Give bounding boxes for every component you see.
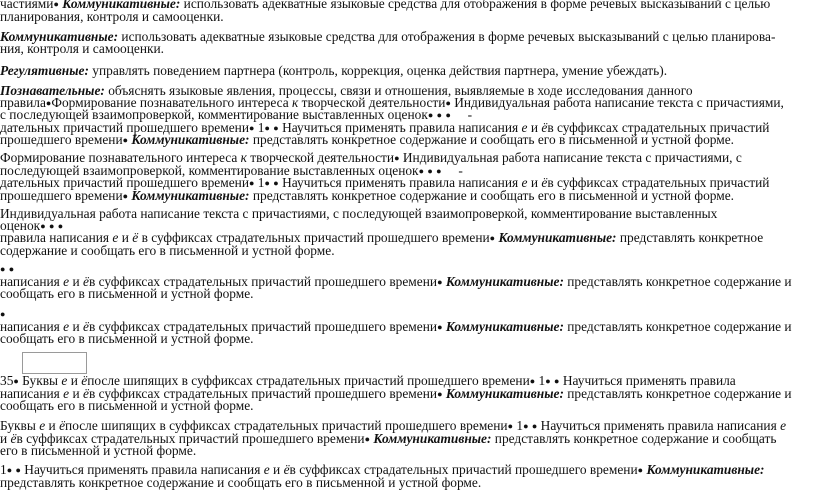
label-communicative: Коммуникативные:: [131, 187, 250, 203]
text: е: [263, 462, 270, 477]
block-communicative: [0, 31, 812, 54]
bullet-icon: ●: [436, 165, 442, 176]
text: ё: [83, 385, 89, 401]
text: -: [458, 162, 463, 178]
bullet-icon: ●: [53, 0, 59, 9]
text: оценок: [0, 217, 41, 233]
text: представлять конкретное содержание и: [563, 385, 792, 401]
bullet-icon: ●: [122, 190, 129, 201]
text: Формирование познавательного интереса: [51, 94, 293, 110]
text: в суффиксах страдательных причастий прошедшего времени: [88, 273, 438, 289]
text: и: [530, 175, 539, 190]
bullet-icon: ●: [445, 110, 451, 120]
block-interest: [0, 152, 812, 202]
text: написания: [0, 318, 64, 334]
bullet-icon: ●: [427, 110, 434, 120]
bullet-icon: ●: [57, 220, 64, 231]
text: последующей взаимопроверкой, комментирование выставленных оценок: [0, 162, 419, 178]
text: Индивидуальная работа написание текста с причастиями, с последующей взаимопроверкой, комментирование выставленных: [0, 206, 718, 221]
text: использовать адекватные языковые средства для отображения в форме речевых высказываний с целью планирова-: [118, 29, 776, 44]
bullet-icon: ●: [15, 465, 21, 475]
bullet-icon: ●: [273, 122, 279, 133]
bullet-icon: ●: [6, 465, 13, 475]
text: Научиться применять правила написания: [537, 418, 781, 433]
bullet-icon: ●: [8, 264, 15, 274]
label-communicative: Коммуникативные:: [62, 0, 181, 11]
text: -: [467, 107, 473, 122]
text: в суффиксах страдательных причастий: [547, 175, 770, 190]
text: ё: [283, 462, 290, 477]
bullet-icon: ●: [437, 388, 443, 399]
bullet-icon: ●: [507, 421, 513, 431]
text: Индивидуальная работа написание текста с причастиями, с: [399, 150, 742, 165]
bullet-icon: ●: [249, 122, 255, 133]
text: Буквы: [18, 373, 62, 388]
text: после шипящих в суффиксах страдательных причастий прошедшего времени: [87, 373, 530, 388]
label-communicative: Коммуникативные:: [498, 230, 617, 245]
bullet-icon: ●: [637, 465, 644, 475]
text: 1: [516, 418, 524, 433]
text: сообщать его в письменной и устной форме.: [0, 331, 254, 346]
text: написания: [0, 385, 64, 401]
text: ё: [541, 119, 548, 135]
bullet-icon: ●: [249, 178, 255, 188]
text: правила: [0, 94, 46, 110]
text: и: [273, 462, 281, 477]
bullet-icon: ●: [273, 178, 279, 188]
label-communicative: Коммуникативные:: [646, 462, 765, 477]
text: и: [70, 373, 78, 388]
text: е: [61, 373, 68, 388]
block-communicative-top: [0, 0, 812, 22]
lesson-number: 35: [0, 373, 14, 388]
bullet-icon: ●: [418, 165, 424, 176]
label-regulatory: Регулятивные:: [0, 63, 89, 78]
text: Научиться применять правила: [559, 373, 736, 388]
text: управлять поведением партнера (контроль, коррекция, оценка действия партнера, умение убеждать).: [88, 63, 668, 78]
bullet-icon: ●: [122, 135, 129, 145]
block-apply-rules: [0, 464, 812, 488]
bullet-icon: ●: [437, 321, 443, 332]
text: в суффиксах страдательных причастий прошедшего времени: [88, 318, 438, 334]
text: его в письменной и устной форме.: [0, 443, 197, 458]
text: использовать адекватные языковые средства для отображения в форме речевых высказываний с целью: [180, 0, 771, 11]
bullet-icon: ●: [48, 220, 55, 231]
bullet-icon: ●: [436, 110, 443, 120]
block-letters: [0, 420, 812, 457]
text: объяснять языковые явления, процессы, связи и отношения, выявляемые в ходе исследования данного: [104, 83, 693, 98]
text: 1: [0, 462, 7, 477]
bullet-icon: ●: [437, 276, 443, 287]
bullet-icon: ●: [0, 309, 6, 319]
bullet-icon: ●: [264, 178, 270, 188]
text: Научиться применять правила написания: [278, 119, 522, 135]
label-communicative: Коммуникативные:: [445, 318, 564, 334]
text: ё: [541, 175, 548, 190]
text: написания: [0, 273, 64, 289]
text: е: [112, 230, 119, 245]
text: и: [72, 318, 80, 334]
text: сообщать его в письменной и устной форме.: [0, 398, 254, 413]
text: представлять конкретное содержание и сообщать: [491, 430, 777, 446]
text: Буквы: [0, 418, 40, 433]
block-regulatory: [0, 65, 812, 77]
text: 1: [538, 373, 546, 388]
text: 1: [257, 119, 265, 135]
text: ё: [83, 318, 89, 334]
text: ё: [83, 273, 89, 289]
text: представлять конкретное содержание и: [563, 273, 792, 289]
text: и: [72, 273, 80, 289]
block-spelling-a: [0, 263, 812, 300]
text: в суффиксах страдательных причастий прошедшего времени: [88, 385, 438, 401]
text: представлять конкретное содержание и сообщать его в письменной и устной форме.: [249, 187, 735, 203]
text: в суффиксах страдательных причастий: [547, 119, 770, 135]
text: прошедшего времени: [0, 187, 123, 203]
label-communicative: Коммуникативные:: [373, 430, 492, 446]
text: и: [121, 230, 129, 245]
text: е: [39, 418, 46, 433]
text: и: [530, 119, 539, 135]
bullet-icon: ●: [523, 421, 529, 431]
text: прошедшего времени: [0, 132, 123, 147]
empty-frame: [22, 352, 87, 374]
text: 1: [257, 175, 265, 190]
bullet-icon: ●: [427, 165, 433, 176]
text: е: [780, 418, 787, 433]
text: с последующей взаимопроверкой, комментирование выставленных оценок: [0, 107, 428, 122]
bullet-icon: ●: [264, 122, 270, 133]
text: планирования, контроля и самооценки.: [0, 8, 224, 24]
label-communicative: Коммуникативные:: [0, 29, 119, 44]
text: ё: [10, 430, 17, 446]
label-communicative: Коммуникативные:: [445, 273, 564, 289]
block-spelling-b: [0, 308, 812, 345]
text: представлять конкретное: [616, 230, 764, 245]
bullet-icon: ●: [489, 233, 496, 243]
text: е: [63, 273, 70, 289]
text: е: [63, 318, 70, 334]
text: представлять конкретное содержание и: [563, 318, 792, 334]
text: творческой деятельности: [298, 94, 446, 110]
text: после шипящих в суффиксах страдательных причастий прошедшего времени: [65, 418, 508, 433]
text: ё: [59, 418, 66, 433]
text: дательных причастий прошедшего времени: [0, 175, 249, 190]
bullet-icon: ●: [531, 421, 538, 431]
text: частиями: [0, 0, 54, 11]
block-individual-work: [0, 208, 812, 256]
bullet-icon: ●: [445, 97, 451, 108]
bullet-icon: ●: [394, 153, 400, 163]
text: Формирование познавательного интереса: [0, 150, 241, 165]
label-cognitive: Познавательные:: [0, 83, 105, 98]
text: сообщать его в письменной и устной форме.: [0, 286, 254, 301]
block-lesson-35: [0, 375, 812, 412]
bullet-icon: ●: [554, 376, 560, 386]
text: ния, контроля и самооценки.: [0, 40, 165, 56]
text: е: [63, 385, 70, 401]
text: правила написания: [0, 230, 113, 245]
text: представлять конкретное содержание и сообщать его в письменной и устной форме.: [249, 132, 735, 147]
text: творческой деятельности: [246, 150, 395, 165]
bullet-icon: ●: [40, 220, 46, 231]
block-cognitive: [0, 85, 812, 147]
text: к: [240, 150, 247, 165]
bullet-icon: ●: [529, 376, 536, 386]
text: ё: [81, 373, 88, 388]
text: в суффиксах страдательных причастий прошедшего времени: [138, 230, 490, 245]
text: и: [72, 385, 80, 401]
text: в суффиксах страдательных причастий прошедшего времени: [289, 462, 638, 477]
text: дательных причастий прошедшего времени: [0, 119, 249, 135]
text: и: [0, 430, 8, 446]
text: содержание и сообщать его в письменной и устной форме.: [0, 242, 335, 258]
bullet-icon: ●: [45, 97, 52, 108]
text: ё: [132, 230, 139, 245]
text: Научиться применять правила написания: [278, 175, 522, 190]
text: и: [48, 418, 56, 433]
text: представлять конкретное содержание и сообщать его в письменной и устной форме.: [0, 474, 482, 490]
text: Индивидуальная работа написание текста с причастиями,: [450, 94, 784, 110]
bullet-icon: ●: [0, 264, 6, 274]
label-communicative: Коммуникативные:: [445, 385, 564, 401]
text: к: [292, 94, 299, 110]
bullet-icon: ●: [13, 376, 19, 386]
text: е: [521, 175, 528, 190]
bullet-icon: ●: [364, 433, 371, 444]
text: в суффиксах страдательных причастий прошедшего времени: [16, 430, 365, 446]
label-communicative: Коммуникативные:: [131, 132, 250, 147]
text: Научиться применять правила написания: [20, 462, 264, 477]
text: е: [521, 119, 528, 135]
bullet-icon: ●: [545, 376, 551, 386]
